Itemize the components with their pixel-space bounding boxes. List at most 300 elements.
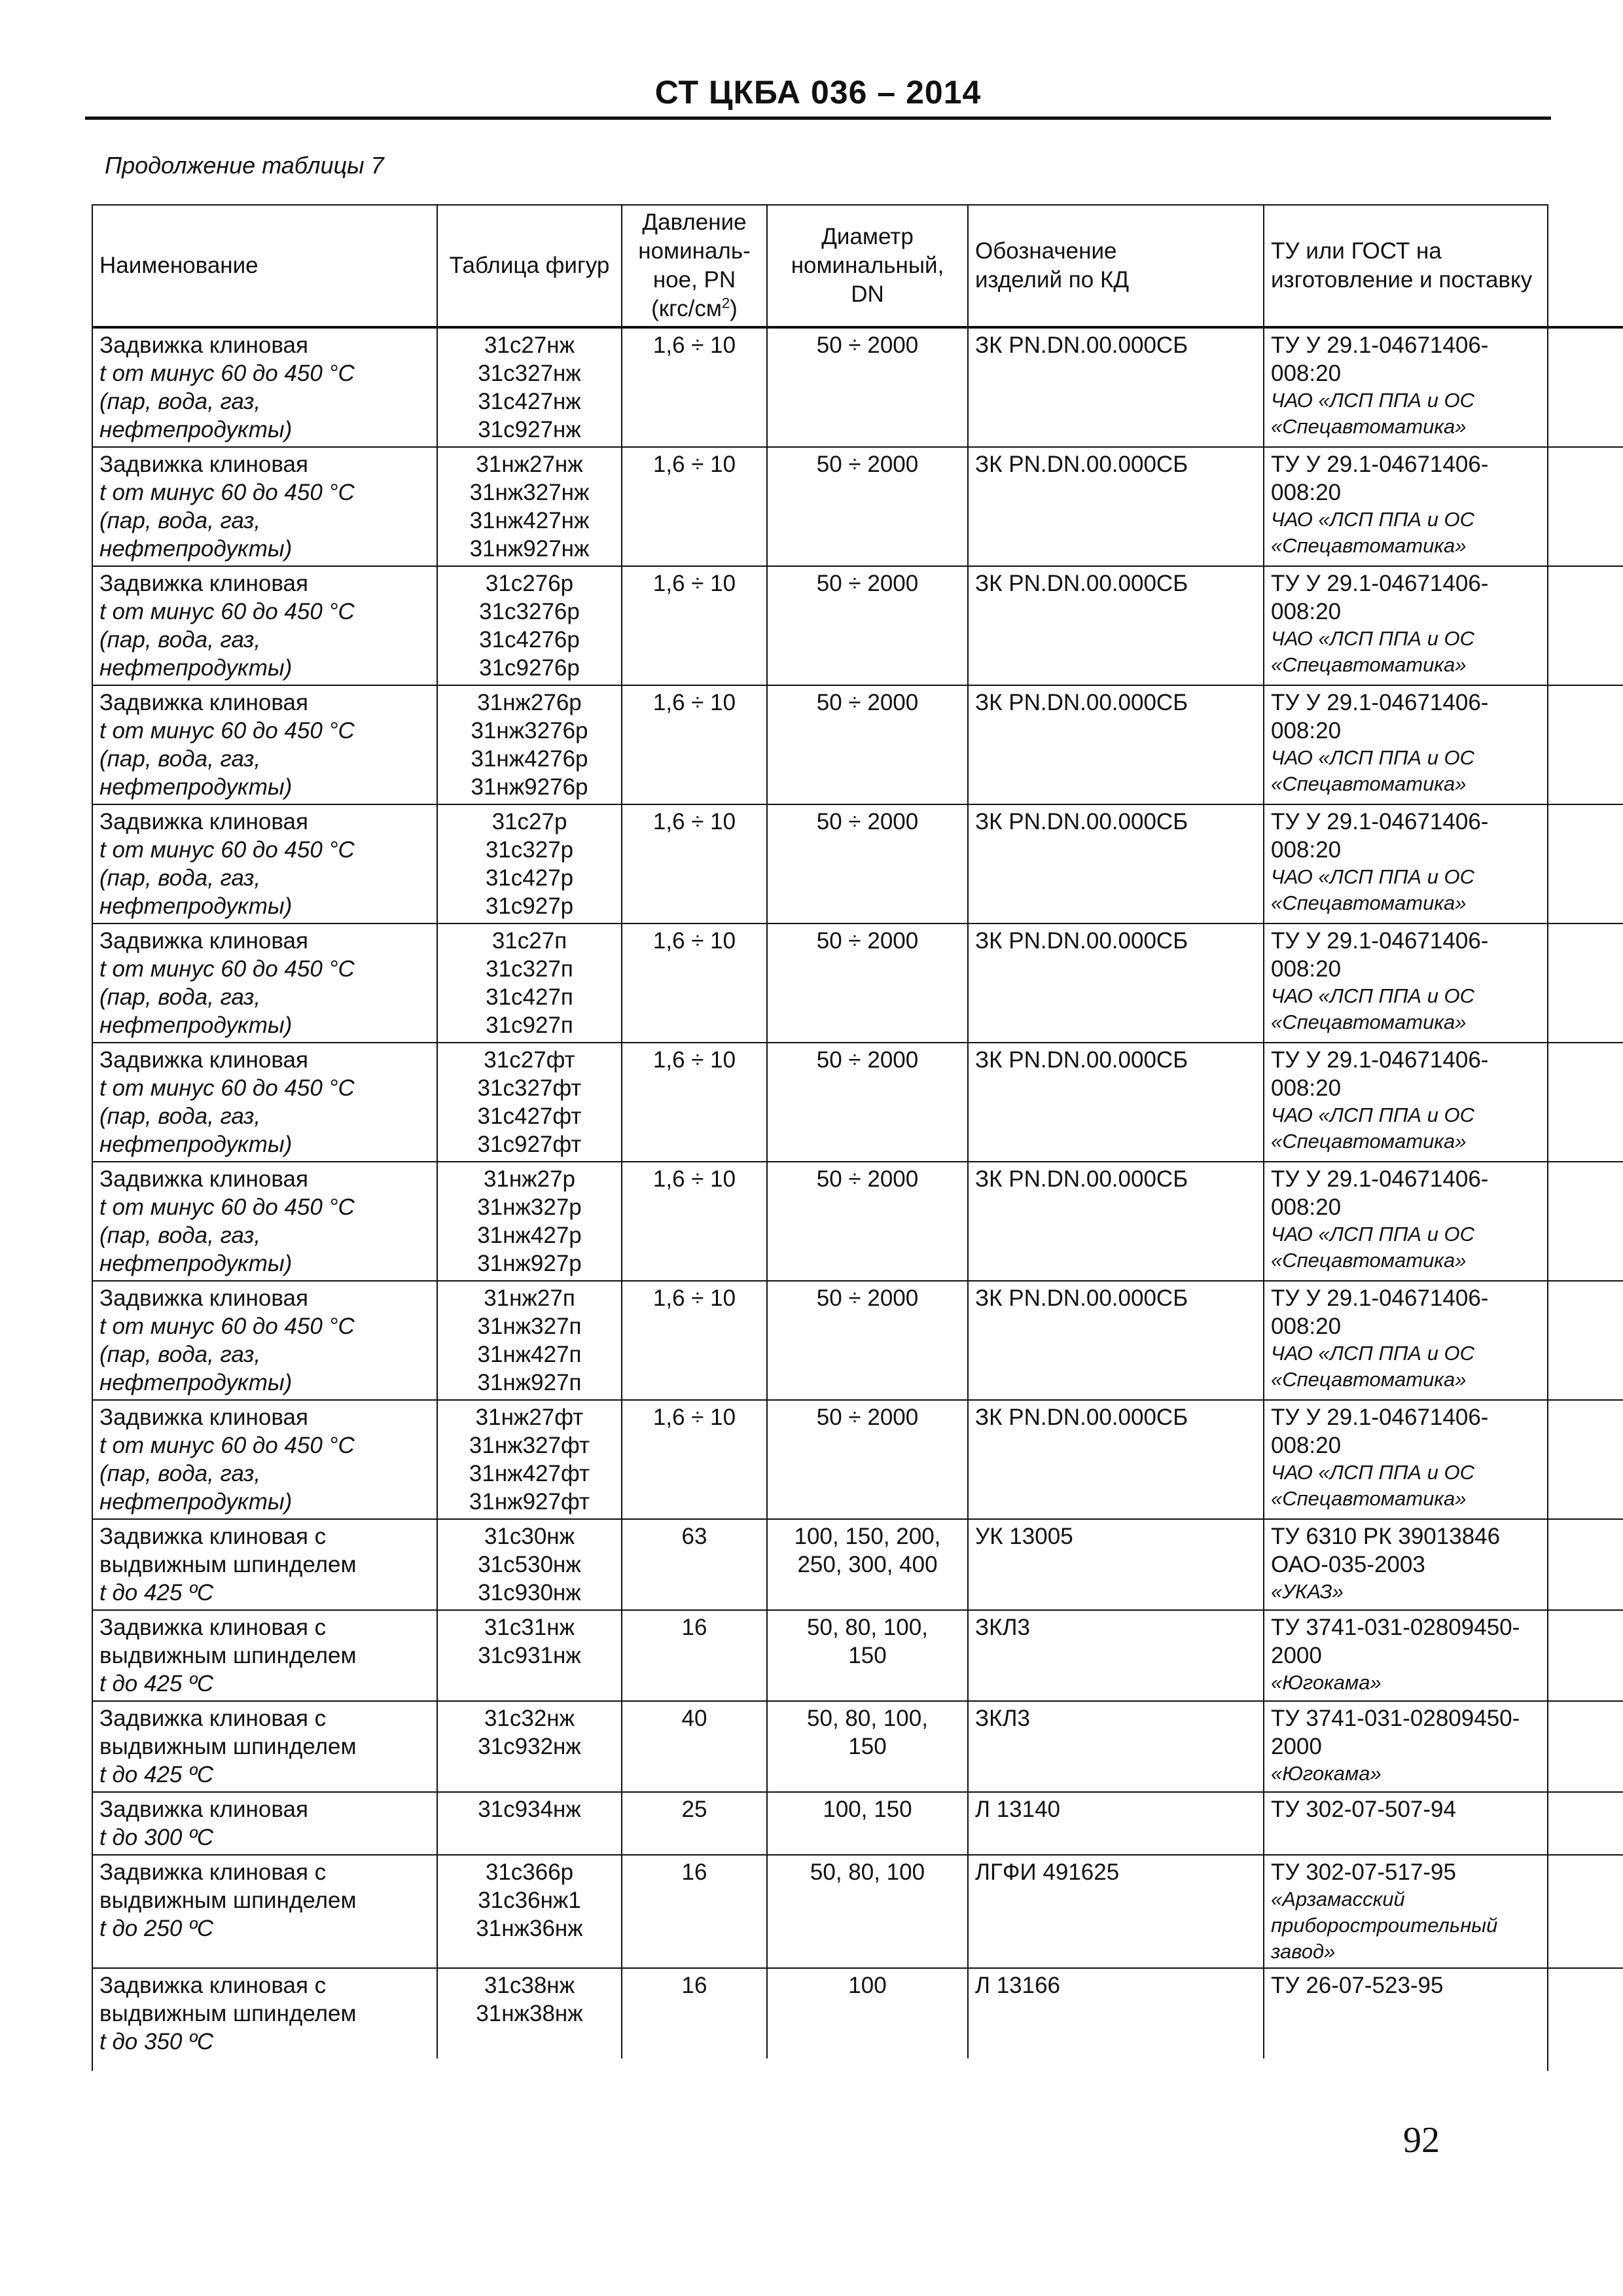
table-row [93, 1968, 1623, 2058]
cell-line: 31нж327р [477, 1194, 582, 1220]
cell-line: 100, 150, 200, [794, 1524, 941, 1549]
cell-line: ЗК PN.DN.00.000СБ [975, 1047, 1188, 1073]
cell-line: 150 [848, 1643, 887, 1668]
cell-line: 50 ÷ 2000 [816, 809, 919, 834]
cell-line: t от минус 60 до 450 °С [99, 480, 355, 505]
cell-line: ЛГФИ 491625 [975, 1859, 1120, 1885]
cell-line: Задвижка клиновая [99, 1797, 308, 1822]
cell-line: 1,6 ÷ 10 [652, 571, 736, 596]
col-header-standard: ТУ или ГОСТ на изготовление и поставку [1264, 206, 1623, 327]
cell-line: (пар, вода, газ, [99, 389, 261, 414]
cell-line: 1,6 ÷ 10 [652, 1166, 736, 1192]
cell-diameter [767, 685, 968, 804]
table-row [93, 804, 1623, 924]
cell-line: Задвижка клиновая с [99, 1615, 327, 1640]
cell-line: 50 ÷ 2000 [816, 332, 919, 358]
cell-line: t от минус 60 до 450 °С [99, 1194, 355, 1220]
cell-name [93, 327, 437, 447]
cell-name [93, 1400, 437, 1519]
cell-standard [1264, 1968, 1623, 2058]
cell-diameter [767, 1519, 968, 1610]
cell-line: 008:20 [1271, 1075, 1342, 1101]
cell-line: Задвижка клиновая [99, 571, 308, 596]
cell-line: 31с327р [485, 837, 574, 863]
cell-line: ЗК PN.DN.00.000СБ [975, 690, 1188, 715]
cell-line: 008:20 [1271, 1314, 1342, 1339]
cell-line: ЧАО «ЛСП ППА и ОС [1271, 746, 1475, 769]
cell-diameter [767, 1162, 968, 1281]
cell-line: 31с427фт [477, 1103, 582, 1129]
cell-line: 16 [681, 1615, 707, 1640]
cell-standard [1264, 1855, 1623, 1968]
cell-line: ЧАО «ЛСП ППА и ОС [1271, 389, 1475, 412]
cell-line: Задвижка клиновая с [99, 1706, 327, 1731]
cell-line: «Спецавтоматика» [1271, 772, 1467, 795]
table-row [93, 566, 1623, 685]
table-row [93, 924, 1623, 1043]
cell-line: 50, 80, 100 [810, 1859, 925, 1885]
cell-line: t от минус 60 до 450 °С [99, 361, 355, 386]
cell-figures [437, 1043, 622, 1162]
cell-line: 1,6 ÷ 10 [652, 1405, 736, 1430]
cell-line: 50 ÷ 2000 [816, 928, 919, 954]
cell-name [93, 685, 437, 804]
cell-designation [968, 1701, 1264, 1792]
cell-line: нефтепродукты) [99, 417, 293, 442]
cell-line: 31с32нж [484, 1706, 575, 1731]
cell-line: 31с3276р [479, 599, 580, 624]
cell-figures [437, 924, 622, 1043]
cell-line: 31нж327фт [469, 1433, 590, 1458]
cell-standard [1264, 1281, 1623, 1400]
cell-line: «УКАЗ» [1271, 1580, 1344, 1603]
cell-line: 50, 80, 100, [807, 1706, 928, 1731]
cell-line: 008:20 [1271, 480, 1342, 505]
col-header-designation: Обозначение изделий по КД [968, 206, 1264, 327]
cell-pressure [622, 447, 767, 566]
cell-line: 16 [681, 1973, 707, 1998]
cell-line: 31с27п [491, 928, 567, 954]
cell-line: t до 425 ºС [99, 1762, 214, 1787]
cell-line: выдвижным шпинделем [99, 2001, 357, 2026]
cell-line: «Спецавтоматика» [1271, 653, 1467, 676]
cell-diameter [767, 1855, 968, 1968]
cell-line: 1,6 ÷ 10 [652, 332, 736, 358]
cell-line: 31нж427п [477, 1342, 582, 1367]
cell-line: 2000 [1271, 1643, 1322, 1668]
cell-figures [437, 1281, 622, 1400]
table-row [93, 1792, 1623, 1855]
cell-designation [968, 327, 1264, 447]
cell-line: t до 250 ºС [99, 1916, 214, 1941]
cell-line: 31с27фт [484, 1047, 575, 1073]
cell-figures [437, 1855, 622, 1968]
cell-line: ТУ У 29.1-04671406- [1271, 1166, 1489, 1192]
cell-line: «Спецавтоматика» [1271, 1011, 1467, 1033]
cell-line: (пар, вода, газ, [99, 984, 261, 1010]
table-row [93, 1519, 1623, 1610]
cell-designation [968, 924, 1264, 1043]
cell-pressure [622, 1281, 767, 1400]
cell-line: Л 13166 [975, 1973, 1061, 1998]
cell-pressure [622, 1968, 767, 2058]
cell-line: 50 ÷ 2000 [816, 1405, 919, 1430]
cell-standard [1264, 1519, 1623, 1610]
cell-line: (пар, вода, газ, [99, 746, 261, 772]
cell-figures [437, 1519, 622, 1610]
cell-line: ТУ У 29.1-04671406- [1271, 928, 1489, 954]
cell-standard [1264, 327, 1623, 447]
cell-line: ЗК PN.DN.00.000СБ [975, 928, 1188, 954]
cell-line: 16 [681, 1859, 707, 1885]
cell-standard [1264, 1792, 1623, 1855]
cell-line: завод» [1271, 1940, 1336, 1963]
cell-diameter [767, 1792, 968, 1855]
cell-line: 31с427п [486, 984, 573, 1010]
cell-line: нефтепродукты) [99, 1489, 293, 1515]
cell-line: ОАО-035-2003 [1271, 1552, 1425, 1577]
cell-figures [437, 327, 622, 447]
cell-line: Задвижка клиновая [99, 1047, 308, 1073]
cell-figures [437, 685, 622, 804]
col-header-name: Наименование [93, 206, 437, 327]
cell-name [93, 447, 437, 566]
cell-line: 31нж38нж [476, 2001, 583, 2026]
cell-designation [968, 1855, 1264, 1968]
cell-line: «Арзамасский [1271, 1888, 1405, 1910]
cell-pressure [622, 1043, 767, 1162]
table-header-row [93, 206, 1623, 327]
cell-line: 31нж427фт [469, 1461, 590, 1486]
cell-line: (пар, вода, газ, [99, 1103, 261, 1129]
cell-line: 008:20 [1271, 599, 1342, 624]
cell-line: 31нж27р [483, 1166, 576, 1192]
cell-line: нефтепродукты) [99, 774, 293, 800]
cell-line: 31с276р [485, 571, 574, 596]
cell-line: ЗК PN.DN.00.000СБ [975, 571, 1188, 596]
cell-line: ЗКЛ3 [975, 1615, 1030, 1640]
cell-figures [437, 1610, 622, 1701]
cell-line: «Югокама» [1271, 1671, 1382, 1694]
cell-line: ТУ У 29.1-04671406- [1271, 452, 1489, 477]
cell-line: нефтепродукты) [99, 893, 293, 919]
cell-line: ТУ 3741-031-02809450- [1271, 1706, 1520, 1731]
cell-line: 50 ÷ 2000 [816, 1047, 919, 1073]
cell-designation [968, 804, 1264, 924]
cell-line: выдвижным шпинделем [99, 1552, 357, 1577]
cell-line: ТУ 6310 РК 39013846 [1271, 1524, 1501, 1549]
document-code: СТ ЦКБА 036 – 2014 [654, 74, 982, 111]
cell-designation [968, 1610, 1264, 1701]
cell-designation [968, 1043, 1264, 1162]
cell-line: Задвижка клиновая с [99, 1973, 327, 1998]
cell-line: «Спецавтоматика» [1271, 1249, 1467, 1272]
cell-line: 100 [848, 1973, 887, 1998]
cell-standard [1264, 447, 1623, 566]
cell-line: 31нж327п [477, 1314, 582, 1339]
cell-line: 50 ÷ 2000 [816, 1166, 919, 1192]
cell-line: нефтепродукты) [99, 1251, 293, 1276]
cell-line: 1,6 ÷ 10 [652, 452, 736, 477]
cell-line: 31нж927фт [469, 1489, 590, 1515]
cell-line: «Спецавтоматика» [1271, 1368, 1467, 1391]
cell-line: t до 300 ºС [99, 1825, 214, 1850]
cell-pressure [622, 1519, 767, 1610]
cell-line: нефтепродукты) [99, 1013, 293, 1038]
cell-diameter [767, 1281, 968, 1400]
cell-line: ЗКЛ3 [975, 1706, 1030, 1731]
cell-line: «Спецавтоматика» [1271, 534, 1467, 557]
cell-diameter [767, 566, 968, 685]
cell-line: 31с31нж [484, 1615, 575, 1640]
cell-line: 31нж927р [477, 1251, 582, 1276]
cell-line: 31с27р [491, 809, 567, 834]
cell-line: ТУ У 29.1-04671406- [1271, 332, 1489, 358]
cell-standard [1264, 1701, 1623, 1792]
cell-designation [968, 566, 1264, 685]
cell-line: 31с38нж [484, 1973, 575, 1998]
table-body [93, 327, 1623, 2058]
cell-line: 31нж27нж [476, 452, 583, 477]
cell-line: Задвижка клиновая [99, 1405, 308, 1430]
cell-line: 31с9276р [479, 655, 580, 681]
cell-line: ТУ 26-07-523-95 [1271, 1973, 1444, 1998]
cell-line: Задвижка клиновая с [99, 1524, 327, 1549]
cell-name [93, 1519, 437, 1610]
cell-line: (пар, вода, газ, [99, 508, 261, 533]
cell-line: 31с36нж1 [478, 1888, 581, 1913]
cell-figures [437, 804, 622, 924]
cell-line: 40 [681, 1706, 707, 1731]
cell-pressure [622, 804, 767, 924]
cell-line: t от минус 60 до 450 °С [99, 1433, 355, 1458]
cell-line: 31с30нж [484, 1524, 575, 1549]
cell-line: 31с927п [486, 1013, 573, 1038]
cell-line: ЧАО «ЛСП ППА и ОС [1271, 627, 1475, 650]
cell-designation [968, 1400, 1264, 1519]
cell-line: 008:20 [1271, 718, 1342, 744]
cell-line: приборостроительный [1271, 1914, 1498, 1937]
cell-line: Л 13140 [975, 1797, 1061, 1822]
cell-line: t от минус 60 до 450 °С [99, 1314, 355, 1339]
col-header-pressure: Давление номиналь- ное, PN $(кгс/см^2)$ [622, 206, 767, 327]
cell-line: ЗК PN.DN.00.000СБ [975, 452, 1188, 477]
cell-line: ТУ У 29.1-04671406- [1271, 571, 1489, 596]
cell-line: 31с931нж [478, 1643, 581, 1668]
cell-line: 31с427нж [478, 389, 581, 414]
cell-line: ТУ 302-07-507-94 [1271, 1797, 1456, 1822]
cell-line: 31нж4276р [471, 746, 588, 772]
page-number: 92 [1403, 2120, 1440, 2161]
cell-diameter [767, 327, 968, 447]
cell-line: 31нж927п [477, 1370, 582, 1395]
cell-line: нефтепродукты) [99, 536, 293, 562]
cell-line: 31с934нж [478, 1797, 581, 1822]
cell-line: 100, 150 [823, 1797, 912, 1822]
cell-diameter [767, 447, 968, 566]
cell-diameter [767, 1968, 968, 2058]
cell-line: 31с4276р [479, 627, 580, 653]
cell-line: 31с27нж [484, 332, 575, 358]
cell-name [93, 1610, 437, 1701]
cell-line: 50 ÷ 2000 [816, 690, 919, 715]
cell-line: 31с327фт [477, 1075, 582, 1101]
cell-line: 50 ÷ 2000 [816, 452, 919, 477]
cell-line: 31нж276р [477, 690, 582, 715]
cell-line: ЗК PN.DN.00.000СБ [975, 1285, 1188, 1311]
cell-line: 50, 80, 100, [807, 1615, 928, 1640]
cell-figures [437, 566, 622, 685]
cell-figures [437, 1968, 622, 2058]
cell-line: 008:20 [1271, 956, 1342, 982]
cell-line: 008:20 [1271, 1433, 1342, 1458]
cell-line: нефтепродукты) [99, 1370, 293, 1395]
cell-pressure [622, 1792, 767, 1855]
cell-name [93, 1701, 437, 1792]
cell-line: «Спецавтоматика» [1271, 1487, 1467, 1510]
cell-pressure [622, 1855, 767, 1968]
cell-line: ТУ 3741-031-02809450- [1271, 1615, 1520, 1640]
cell-diameter [767, 1043, 968, 1162]
cell-diameter [767, 924, 968, 1043]
cell-line: ТУ У 29.1-04671406- [1271, 1047, 1489, 1073]
cell-line: 31с927нж [478, 417, 581, 442]
cell-line: «Спецавтоматика» [1271, 415, 1467, 438]
cell-line: 31с327п [486, 956, 573, 982]
cell-diameter [767, 1701, 968, 1792]
cell-line: (пар, вода, газ, [99, 1461, 261, 1486]
table-row [93, 1701, 1623, 1792]
cell-name [93, 1043, 437, 1162]
cell-name [93, 804, 437, 924]
cell-designation [968, 1519, 1264, 1610]
cell-line: (пар, вода, газ, [99, 627, 261, 653]
cell-line: 50 ÷ 2000 [816, 1285, 919, 1311]
cell-figures [437, 1162, 622, 1281]
cell-line: Задвижка клиновая [99, 1285, 308, 1311]
table-row [93, 1855, 1623, 1968]
cell-line: t от минус 60 до 450 °С [99, 718, 355, 744]
cell-line: 31с927фт [477, 1132, 582, 1157]
table-row [93, 685, 1623, 804]
cell-line: 31с427р [485, 865, 574, 891]
cell-line: 31нж3276р [471, 718, 588, 744]
cell-name [93, 1281, 437, 1400]
cell-line: t от минус 60 до 450 °С [99, 837, 355, 863]
cell-designation [968, 1281, 1264, 1400]
cell-line: (пар, вода, газ, [99, 865, 261, 891]
cell-pressure [622, 566, 767, 685]
cell-line: 63 [681, 1524, 707, 1549]
cell-name [93, 566, 437, 685]
table-row [93, 1281, 1623, 1400]
cell-line: t от минус 60 до 450 °С [99, 956, 355, 982]
cell-line: 31с327нж [478, 361, 581, 386]
cell-line: 31нж927нж [469, 536, 590, 562]
cell-line: выдвижным шпинделем [99, 1643, 357, 1668]
cell-standard [1264, 1162, 1623, 1281]
document-header [85, 72, 1551, 120]
cell-standard [1264, 924, 1623, 1043]
cell-pressure [622, 1610, 767, 1701]
cell-line: Задвижка клиновая [99, 1166, 308, 1192]
cell-figures [437, 1400, 622, 1519]
cell-line: 50 ÷ 2000 [816, 571, 919, 596]
cell-line: 31с366р [485, 1859, 574, 1885]
cell-line: Задвижка клиновая [99, 452, 308, 477]
cell-line: 31нж27фт [475, 1405, 584, 1430]
cell-line: ТУ У 29.1-04671406- [1271, 690, 1489, 715]
cell-name [93, 1792, 437, 1855]
cell-line: ЧАО «ЛСП ППА и ОС [1271, 1342, 1475, 1365]
cell-line: 008:20 [1271, 1194, 1342, 1220]
cell-line: «Спецавтоматика» [1271, 891, 1467, 914]
cell-line: Задвижка клиновая [99, 809, 308, 834]
cell-figures [437, 1792, 622, 1855]
cell-line: t до 425 ºС [99, 1580, 214, 1605]
cell-line: ЧАО «ЛСП ППА и ОС [1271, 865, 1475, 888]
cell-line: 31нж27п [484, 1285, 575, 1311]
cell-line: «Югокама» [1271, 1762, 1382, 1785]
cell-line: выдвижным шпинделем [99, 1734, 357, 1759]
cell-designation [968, 1162, 1264, 1281]
cell-designation [968, 1792, 1264, 1855]
cell-line: 31с932нж [478, 1734, 581, 1759]
cell-line: 31с530нж [478, 1552, 581, 1577]
cell-line: 31нж9276р [471, 774, 588, 800]
cell-line: t до 425 ºС [99, 1671, 214, 1696]
cell-line: ТУ 302-07-517-95 [1271, 1859, 1456, 1885]
cell-line: 1,6 ÷ 10 [652, 690, 736, 715]
cell-line: ТУ У 29.1-04671406- [1271, 809, 1489, 834]
cell-line: ЧАО «ЛСП ППА и ОС [1271, 984, 1475, 1007]
cell-line: 008:20 [1271, 837, 1342, 863]
cell-line: Задвижка клиновая [99, 690, 308, 715]
cell-figures [437, 1701, 622, 1792]
cell-figures [437, 447, 622, 566]
cell-line: ЧАО «ЛСП ППА и ОС [1271, 508, 1475, 531]
cell-standard [1264, 1610, 1623, 1701]
cell-line: 25 [681, 1797, 707, 1822]
cell-designation [968, 1968, 1264, 2058]
cell-line: 31нж427нж [469, 508, 590, 533]
table-row [93, 1400, 1623, 1519]
cell-line: (пар, вода, газ, [99, 1223, 261, 1248]
cell-line: нефтепродукты) [99, 655, 293, 681]
cell-line: нефтепродукты) [99, 1132, 293, 1157]
cell-line: Задвижка клиновая [99, 332, 308, 358]
cell-name [93, 1162, 437, 1281]
cell-pressure [622, 327, 767, 447]
table-frame [92, 204, 1548, 2071]
cell-line: Задвижка клиновая с [99, 1859, 327, 1885]
table-row [93, 447, 1623, 566]
cell-line: УК 13005 [975, 1524, 1073, 1549]
cell-line: 250, 300, 400 [797, 1552, 938, 1577]
cell-pressure [622, 1162, 767, 1281]
cell-standard [1264, 566, 1623, 685]
cell-line: ЗК PN.DN.00.000СБ [975, 809, 1188, 834]
cell-line: 1,6 ÷ 10 [652, 928, 736, 954]
cell-line: ТУ У 29.1-04671406- [1271, 1405, 1489, 1430]
cell-name [93, 924, 437, 1043]
cell-line: «Спецавтоматика» [1271, 1130, 1467, 1153]
cell-diameter [767, 1610, 968, 1701]
cell-line: 150 [848, 1734, 887, 1759]
cell-line: 31нж327нж [469, 480, 590, 505]
cell-line: t от минус 60 до 450 °С [99, 1075, 355, 1101]
cell-name [93, 1968, 437, 2058]
